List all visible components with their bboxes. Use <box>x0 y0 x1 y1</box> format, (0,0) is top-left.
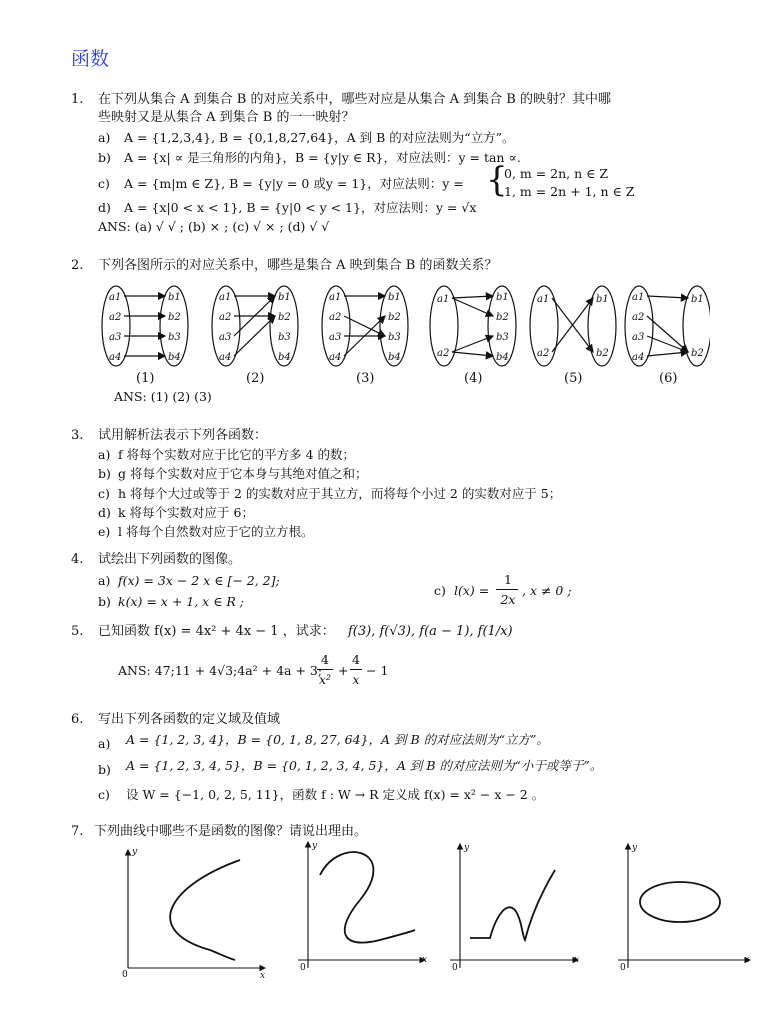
graph-3-x-label: x <box>574 955 580 965</box>
q1-c-case2: 1, m = 2n + 1, n ∈ Z <box>504 184 635 199</box>
q6-number: 6. <box>71 712 84 727</box>
graph-4-y-label: y <box>632 843 638 853</box>
q1-a-text: A = {1,2,3,4}, B = {0,1,8,27,64}，A 到 B 的对应法则为“立方”。 <box>124 130 515 145</box>
q7-text: 下列曲线中哪些不是函数的图像？请说出理由。 <box>94 824 368 839</box>
set-a-element: a2 <box>329 312 342 323</box>
set-a-element: a1 <box>219 292 232 303</box>
set-b-element: b3 <box>278 332 291 343</box>
graph-3-y-label: y <box>464 843 470 853</box>
graph-2-y-label: y <box>312 841 318 851</box>
mapping-diagram-2 <box>212 286 298 386</box>
diagram-label: (5) <box>564 371 583 386</box>
q6-b-text: A = {1, 2, 3, 4, 5}，B = {0, 1, 2, 3, 4, 5}，A 到 B 的对应法则为“小于或等于”。 <box>126 758 603 773</box>
q3-a-text: f 将每个实数对应于比它的平方多 4 的数； <box>118 447 356 462</box>
set-b-element: b1 <box>278 292 291 303</box>
graph-1-origin: 0 <box>122 970 128 980</box>
q1-d-text: A = {x|0 < x < 1}, B = {y|0 < y < 1}，对应法则：y = √x <box>124 200 477 215</box>
set-a-element: a1 <box>109 292 122 303</box>
q2-answer: ANS: (1) (2) (3) <box>114 389 212 404</box>
q2-text: 下列各图所示的对应关系中，哪些是集合 A 映到集合 B 的函数关系？ <box>98 258 498 273</box>
set-a-element: a2 <box>537 348 550 359</box>
mapping-arrow <box>452 336 493 352</box>
set-b-element: b2 <box>278 312 291 323</box>
set-b-element: b2 <box>168 312 181 323</box>
set-b-element: b4 <box>496 352 509 363</box>
diagram-label: (2) <box>246 371 265 386</box>
set-a-element: a3 <box>632 332 645 343</box>
mapping-diagrams <box>90 282 710 402</box>
q5-ans-tail: − 1 <box>366 663 389 678</box>
mapping-arrow <box>647 296 688 298</box>
q1-answer: ANS: (a) √ √ ; (b) × ; (c) √ × ; (d) √ √ <box>98 219 330 234</box>
curve-1 <box>170 860 240 960</box>
graph-4-x-label: x <box>744 955 750 965</box>
set-a-element: a1 <box>537 294 550 305</box>
graph-2 <box>298 842 428 968</box>
q4-a-text: f(x) = 3x − 2 x ∈ [− 2, 2]; <box>118 573 280 588</box>
q1-c-text: A = {m|m ∈ Z}, B = {y|y = 0 或y = 1}，对应法则：y = <box>124 176 464 191</box>
q4-c-numerator: 1 <box>504 572 512 587</box>
q4-number: 4. <box>71 552 84 567</box>
q1-text-line1: 在下列从集合 A 到集合 B 的对应关系中，哪些对应是从集合 A 到集合 B 的映射？其中哪 <box>98 92 611 107</box>
mapping-arrow <box>452 352 493 356</box>
q1-a-label: a) <box>98 130 111 145</box>
diagram-label: (4) <box>464 371 483 386</box>
set-a-element: a4 <box>632 352 645 363</box>
mapping-arrow <box>647 336 688 352</box>
set-b-element: b2 <box>596 348 609 359</box>
q5-ans-plus: + <box>338 663 349 678</box>
q7-number: 7. <box>71 824 84 839</box>
q1-d-label: d) <box>98 200 111 215</box>
mapping-arrow <box>452 296 493 298</box>
q5-answer: ANS: 47;11 + 4√3;4a² + 4a + 3; <box>118 663 323 678</box>
set-b-element: b3 <box>496 332 509 343</box>
graph-1-x-label: x <box>260 971 266 981</box>
diagram-label: (1) <box>136 371 155 386</box>
mapping-diagram-6 <box>625 286 710 386</box>
set-b-element: b3 <box>388 332 401 343</box>
diagram-label: (3) <box>356 371 375 386</box>
graph-1-y-label: y <box>132 847 138 857</box>
q3-c-text: h 将每个大过或等于 2 的实数对应于其立方，而将每个小过 2 的实数对应于 5； <box>118 486 562 501</box>
set-a-element: a2 <box>437 348 450 359</box>
q5-ans-frac2-den: x <box>352 672 360 687</box>
graph-2-x-label: x <box>422 955 428 965</box>
set-b-element: b4 <box>278 352 291 363</box>
q4-c-denominator: 2x <box>500 592 516 607</box>
curve-graphs <box>110 840 760 990</box>
q3-text: 试用解析法表示下列各函数： <box>98 428 268 443</box>
q3-c-label: c) <box>98 486 110 501</box>
q3-d-text: k 将每个实数对应于 6； <box>118 505 254 520</box>
q6-a-label: a) <box>98 736 111 751</box>
q4-b-text: k(x) = x + 1, x ∈ R ; <box>118 594 245 609</box>
set-a-element: a2 <box>632 312 645 323</box>
curve-3 <box>470 870 555 940</box>
q1-c-label: c) <box>98 176 110 191</box>
mapping-diagram-3 <box>322 286 408 386</box>
set-a-element: a3 <box>109 332 122 343</box>
q6-b-label: b) <box>98 762 111 777</box>
graph-4-origin: 0 <box>620 963 626 973</box>
q3-b-label: b) <box>98 466 111 481</box>
graph-3-origin: 0 <box>452 963 458 973</box>
q6-text: 写出下列各函数的定义域及值域 <box>98 712 281 727</box>
set-a-element: a4 <box>219 352 232 363</box>
mapping-diagram-5 <box>530 286 616 386</box>
q1-c-brace: { <box>486 160 508 200</box>
q4-c-lhs: l(x) = <box>454 583 490 598</box>
set-b-element: b1 <box>168 292 181 303</box>
set-b-element: b2 <box>496 312 509 323</box>
q4-b-label: b) <box>98 594 111 609</box>
q3-number: 3. <box>71 428 84 443</box>
curve-2 <box>320 852 415 942</box>
set-b-element: b1 <box>496 292 509 303</box>
q4-c-condition: , x ≠ 0 ; <box>522 583 572 598</box>
graph-1 <box>128 850 265 968</box>
q2-number: 2. <box>71 258 84 273</box>
q3-b-text: g 将每个实数对应于它本身与其绝对值之和； <box>118 466 368 481</box>
q4-text: 试绘出下列函数的图像。 <box>98 552 242 567</box>
q3-a-label: a) <box>98 447 111 462</box>
set-a-element: a2 <box>219 312 232 323</box>
q1-b-text: A = {x| ∝ 是三角形的内角}，B = {y|y ∈ R}，对应法则：y = tan ∝. <box>124 150 521 165</box>
set-a-element: a3 <box>219 332 232 343</box>
q3-e-text: l 将每个自然数对应于它的立方根。 <box>118 524 314 539</box>
mapping-arrow <box>647 352 688 356</box>
q6-c-label: c) <box>98 787 110 802</box>
set-a-element: a4 <box>329 352 342 363</box>
q6-c-text: 设 W = {−1, 0, 2, 5, 11}，函数 f : W → R 定义成 f(x) = x² − x − 2 。 <box>126 787 545 802</box>
q1-b-label: b) <box>98 150 111 165</box>
diagram-label: (6) <box>659 371 678 386</box>
set-b-element: b4 <box>388 352 401 363</box>
q1-number: 1. <box>71 92 84 107</box>
set-a-element: a1 <box>329 292 342 303</box>
graph-2-origin: 0 <box>300 963 306 973</box>
set-b-element: b4 <box>168 352 181 363</box>
q5-ans-frac1-num: 4 <box>321 652 329 667</box>
q4-c-label: c) <box>434 583 446 598</box>
set-b-element: b1 <box>691 294 704 305</box>
q6-a-text: A = {1, 2, 3, 4}，B = {0, 1, 8, 27, 64}，A 到 B 的对应法则为“立方”。 <box>126 732 549 747</box>
set-b-element: b3 <box>168 332 181 343</box>
q3-e-label: e) <box>98 524 111 539</box>
set-b-element: b1 <box>596 294 609 305</box>
mapping-diagram-4 <box>430 286 516 386</box>
mapping-arrow <box>452 298 493 316</box>
q5-text: 已知函数 f(x) = 4x² + 4x − 1 ，试求： <box>98 624 335 639</box>
q1-text-line2: 些映射又是从集合 A 到集合 B 的一一映射？ <box>98 110 355 125</box>
set-b-element: b2 <box>388 312 401 323</box>
set-a-element: a1 <box>632 292 645 303</box>
page-title: 函数 <box>71 48 110 70</box>
q4-a-label: a) <box>98 573 111 588</box>
graph-4 <box>618 844 750 968</box>
set-a-element: a4 <box>109 352 122 363</box>
mapping-diagram-1 <box>102 286 188 386</box>
q5-ans-frac1-den: x² <box>318 672 332 687</box>
q3-d-label: d) <box>98 505 111 520</box>
q5-ask: f(3), f(√3), f(a − 1), f(1/x) <box>348 624 513 639</box>
set-a-element: a3 <box>329 332 342 343</box>
graph-3 <box>450 844 578 968</box>
q5-number: 5. <box>71 624 84 639</box>
set-a-element: a2 <box>109 312 122 323</box>
set-b-element: b1 <box>388 292 401 303</box>
set-a-element: a1 <box>437 294 450 305</box>
curve-4 <box>640 882 720 922</box>
set-b-element: b2 <box>691 348 704 359</box>
q1-c-case1: 0, m = 2n, n ∈ Z <box>504 166 609 181</box>
q5-ans-frac2-num: 4 <box>352 652 360 667</box>
